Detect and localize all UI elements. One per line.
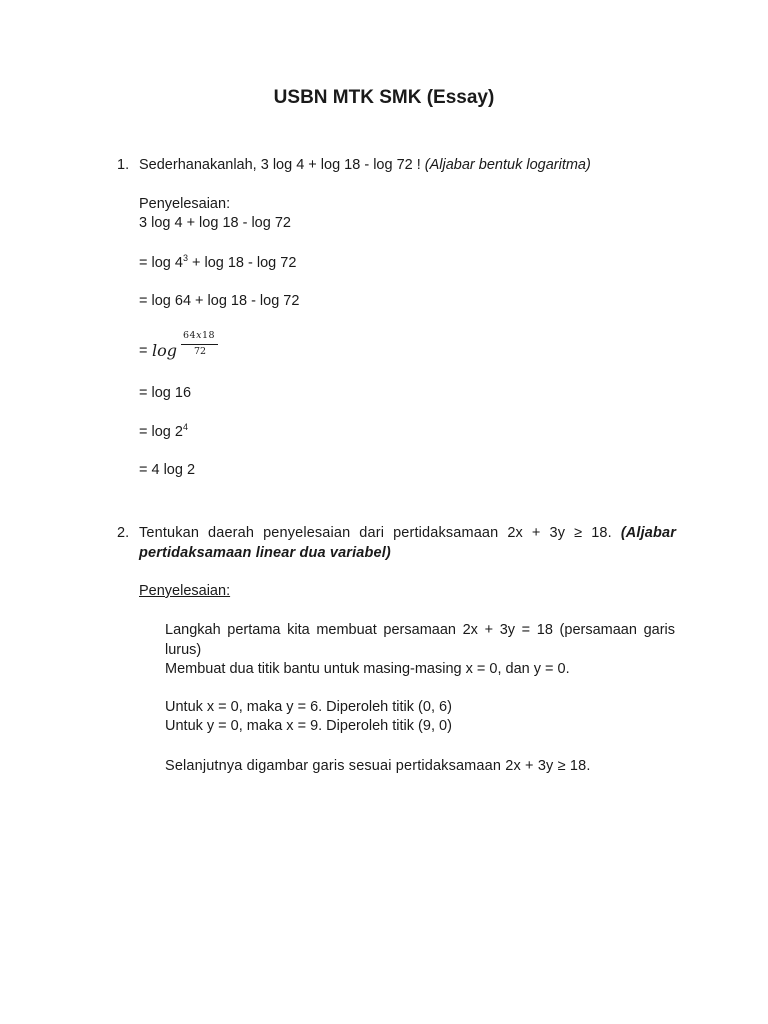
step-5-base: = log 2 [139, 424, 183, 440]
step-1-base: = log 4 [139, 255, 183, 271]
question-2-topic: (Aljabar pertidaksamaan linear dua variabel) [139, 525, 676, 561]
question-2-solution-label: Penyelesaian: [139, 583, 231, 599]
step-3-denominator: 72 [194, 346, 207, 357]
document-title: USBN MTK SMK (Essay) [273, 87, 495, 108]
numerator-a: 64 [183, 330, 197, 341]
step-3-log: log [152, 341, 177, 360]
question-1-step-2: = log 64 + log 18 - log 72 [139, 293, 300, 309]
question-1-solution-label: Penyelesaian: [139, 196, 231, 212]
step-3-equals: = [139, 343, 148, 359]
question-2-step-points: Membuat dua titik bantu untuk masing-masing x = 0, dan y = 0. [165, 661, 570, 677]
numerator-x: x [196, 330, 202, 341]
question-1-step-1 [139, 253, 296, 273]
step-1-rest: + log 18 - log 72 [187, 255, 297, 271]
question-1-step-6: = 4 log 2 [139, 462, 196, 478]
question-2-step-next: Selanjutnya digambar garis sesuai pertidaksamaan 2x + 3y ≥ 18. [165, 758, 591, 774]
question-2-text [139, 523, 676, 563]
step-1-exponent: 3 [182, 253, 188, 263]
question-1-step-5 [139, 422, 188, 442]
fraction-bar [181, 344, 218, 345]
step-5-exponent: 4 [182, 422, 188, 432]
question-2-prompt: Tentukan daerah penyelesaian dari pertidaksamaan 2x + 3y ≥ 18. [139, 525, 612, 541]
question-1-text [139, 155, 591, 175]
step-3-numerator [183, 330, 215, 341]
question-1-expression: 3 log 4 + log 18 - log 72 [139, 215, 291, 231]
question-2-step-y0: Untuk y = 0, maka x = 9. Diperoleh titik (9, 0) [165, 718, 452, 734]
question-2-step-intro: Langkah pertama kita membuat persamaan 2x + 3y = 18 (persamaan garis lurus) [165, 622, 675, 658]
question-1-prompt: Sederhanakanlah, 3 log 4 + log 18 - log 72 ! [139, 157, 421, 173]
numerator-b: 18 [201, 330, 216, 341]
question-1-step-4: = log 16 [139, 385, 192, 401]
question-2-step-x0: Untuk x = 0, maka y = 6. Diperoleh titik (0, 6) [165, 699, 452, 715]
question-1-topic: (Aljabar bentuk logaritma) [424, 157, 591, 173]
question-2-number: 2. [117, 525, 130, 541]
question-1-number: 1. [117, 157, 130, 173]
